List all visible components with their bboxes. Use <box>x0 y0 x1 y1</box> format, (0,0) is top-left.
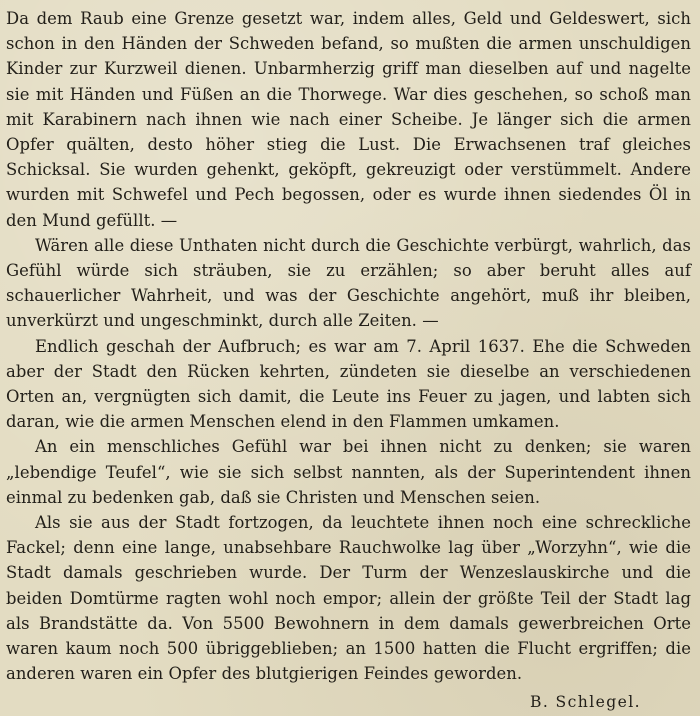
author-signature: B. Schlegel. <box>529 693 641 712</box>
paragraph-2: Wären alle diese Unthaten nicht durch die Geschichte verbürgt, wahrlich, das Gefühl würde sich sträuben, sie zu erzählen; so aber beruht alles auf schauerlicher Wahrheit, und was der Geschichte angehört, muß ihr bleiben, unverkürzt und ungeschminkt, durch alle Zeiten. — <box>6 235 691 331</box>
paragraph-4: An ein menschliches Gefühl war bei ihnen nicht zu denken; sie waren „lebendige Teufel“, wie sie sich selbst nannten, als der Superintendent ihnen einmal zu bedenken gab, daß sie Christen und Menschen seien. <box>6 437 691 507</box>
paragraph-1: Da dem Raub eine Grenze gesetzt war, indem alles, Geld und Geldeswert, sich schon in den Händen der Schweden befand, so mußten die armen unschuldigen Kinder zur Kurzweil dienen. Unbarmherzig griff man dieselben auf und nagelte sie mit Händen und Füßen an die Thorwege. War dies geschehen, so schoß man mit Karabinern nach ihnen wie nach einer Scheibe. Je länger sich die armen Opfer quälten, desto höher stieg die Lust. Die Erwachsenen traf gleiches Schicksal. Sie wurden gehenkt, geköpft, gekreuzigt oder verstümmelt. Andere wurden mit Schwefel und Pech begossen, oder es wurde ihnen siedendes Öl in den Mund gefüllt. — <box>6 9 691 230</box>
paragraph-3: Endlich geschah der Aufbruch; es war am 7. April 1637. Ehe die Schweden aber der Stadt den Rücken kehrten, zündeten sie dieselbe an verschiedenen Orten an, vergnügten sich damit, die Leute ins Feuer zu jagen, und labten sich daran, wie die armen Menschen elend in den Flammen umkamen. <box>6 336 691 432</box>
paragraph-5: Als sie aus der Stadt fortzogen, da leuchtete ihnen noch eine schreckliche Fackel; denn eine lange, unabsehbare Rauchwolke lag über „Worzyhn“, wie die Stadt damals geschrieben wurde. Der Turm der Wenzeslauskirche und die beiden Domtürme ragten wohl noch empor; allein der größte Teil der Stadt lag als Brandstätte da. Von 5500 Bewohnern in dem damals gewerbreichen Orte waren kaum noch 500 übriggeblieben; an 1500 hatten die Flucht ergriffen; die anderen waren ein Opfer des blutgierigen Feindes geworden. <box>6 513 691 684</box>
